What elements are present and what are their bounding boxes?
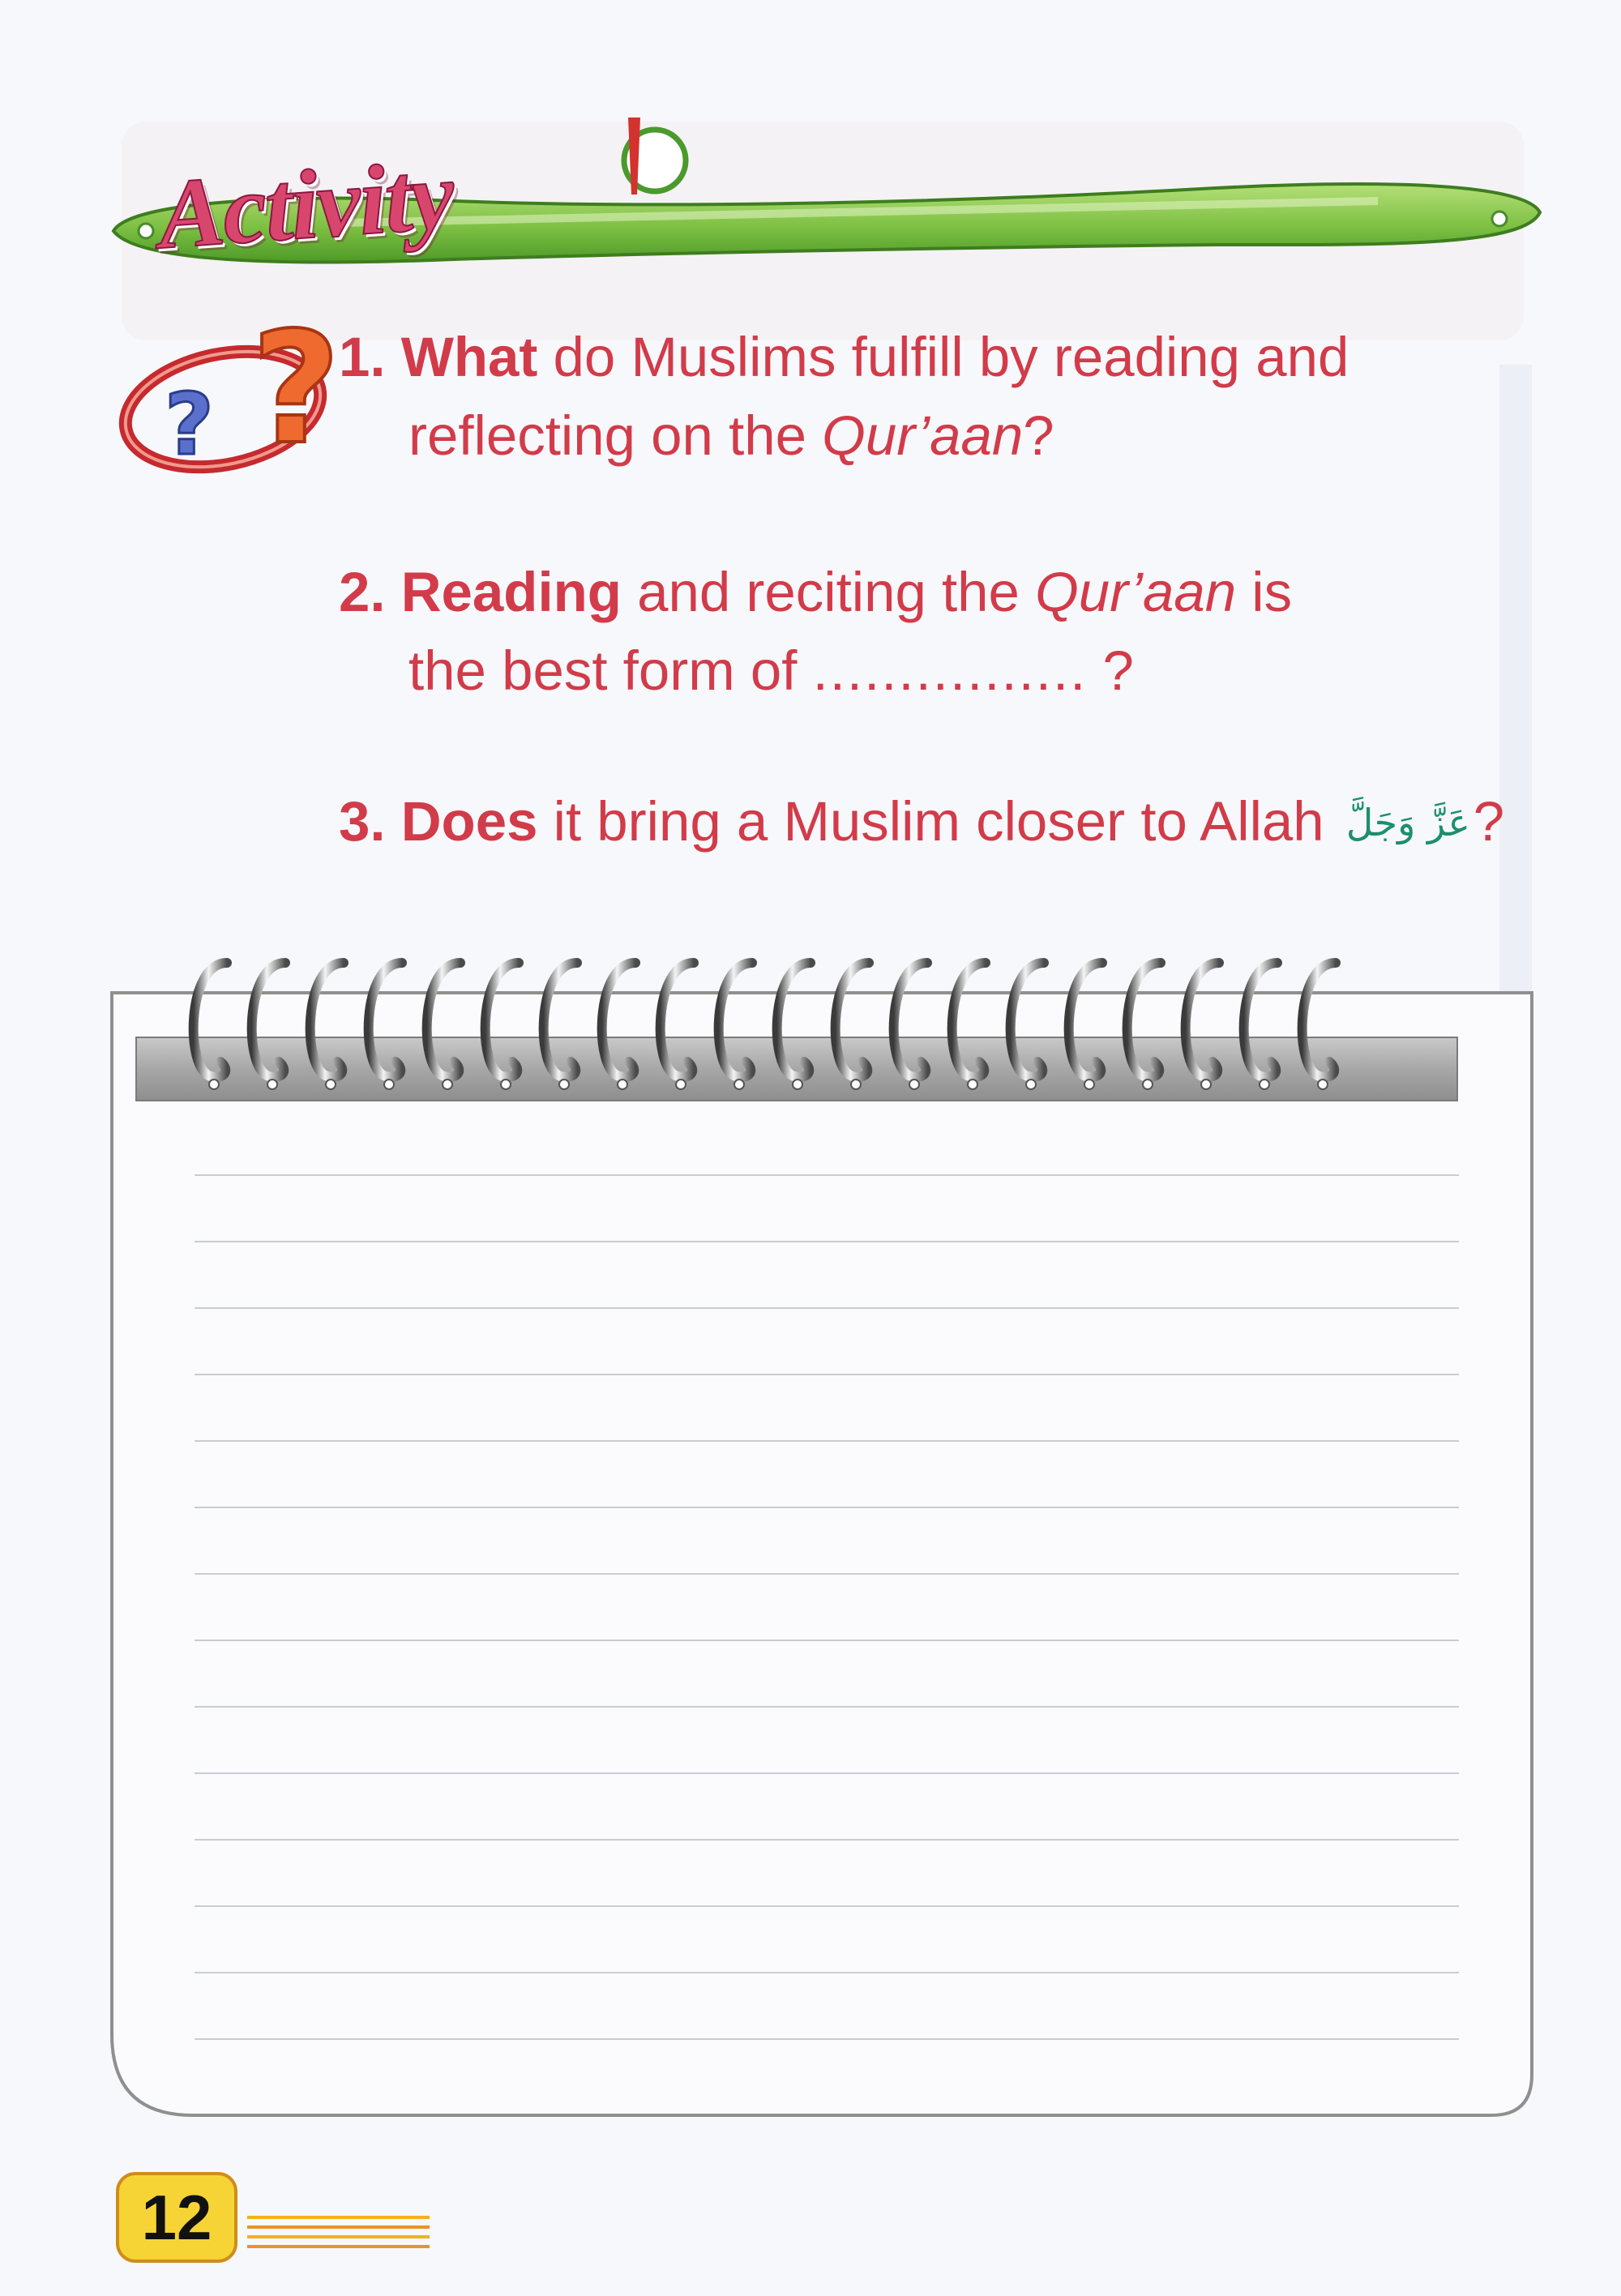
notebook-binding-bar xyxy=(136,1037,1457,1101)
question-2-keyword: Reading xyxy=(400,561,622,623)
binding-hole xyxy=(384,1080,394,1089)
binding-hole xyxy=(443,1080,452,1089)
question-2-end: ? xyxy=(1087,639,1134,702)
question-1-line2: reflecting on the xyxy=(408,404,823,467)
svg-text:?: ? xyxy=(165,375,214,474)
question-1-keyword: What xyxy=(400,326,538,388)
svg-text:?: ? xyxy=(251,312,340,478)
binding-hole xyxy=(851,1080,861,1089)
question-2 xyxy=(339,553,1292,710)
binding-hole xyxy=(267,1080,277,1089)
question-1-end: ? xyxy=(1023,404,1054,467)
question-3-keyword: Does xyxy=(400,790,538,853)
activity-title: Activity xyxy=(155,139,456,270)
binding-hole xyxy=(1201,1080,1211,1089)
question-1-line1: do Muslims fulfill by reading and xyxy=(537,326,1349,388)
question-1-italic: Qur’aan xyxy=(822,404,1024,467)
question-3 xyxy=(339,782,1504,862)
binding-hole xyxy=(1318,1080,1328,1089)
binding-hole xyxy=(209,1080,219,1089)
question-3-number: 3. xyxy=(339,790,386,853)
binding-hole xyxy=(1084,1080,1094,1089)
footer-stripes xyxy=(0,2131,1621,2294)
binding-hole xyxy=(734,1080,744,1089)
binding-hole xyxy=(968,1080,977,1089)
notebook-page xyxy=(112,993,1532,2115)
answer-notebook xyxy=(0,932,1621,2148)
question-2-blank: ................ xyxy=(812,639,1088,702)
binding-hole xyxy=(559,1080,569,1089)
binding-hole xyxy=(326,1080,336,1089)
question-2-line2: the best form of xyxy=(408,639,813,702)
question-2-line1: and reciting the xyxy=(621,561,1036,623)
questions-block xyxy=(0,0,1621,891)
binding-hole xyxy=(676,1080,686,1089)
question-2-italic: Qur’aan xyxy=(1035,561,1237,623)
binding-hole xyxy=(1143,1080,1153,1089)
page-number: 12 xyxy=(141,2182,212,2253)
allah-honorific-glyph: عَزَّ وَجَلَّ xyxy=(1345,801,1470,844)
binding-hole xyxy=(501,1080,511,1089)
question-2-line1-end: is xyxy=(1236,561,1293,623)
question-2-number: 2. xyxy=(339,561,386,623)
binding-hole xyxy=(618,1080,627,1089)
binding-hole xyxy=(793,1080,802,1089)
binding-hole xyxy=(1260,1080,1269,1089)
page-number-badge xyxy=(116,2172,237,2263)
binding-hole xyxy=(909,1080,919,1089)
question-1-number: 1. xyxy=(339,326,386,388)
question-3-line1: it bring a Muslim closer to Allah xyxy=(537,790,1340,853)
question-3-end: ? xyxy=(1473,790,1505,853)
question-1 xyxy=(339,318,1349,475)
binding-hole xyxy=(1026,1080,1036,1089)
